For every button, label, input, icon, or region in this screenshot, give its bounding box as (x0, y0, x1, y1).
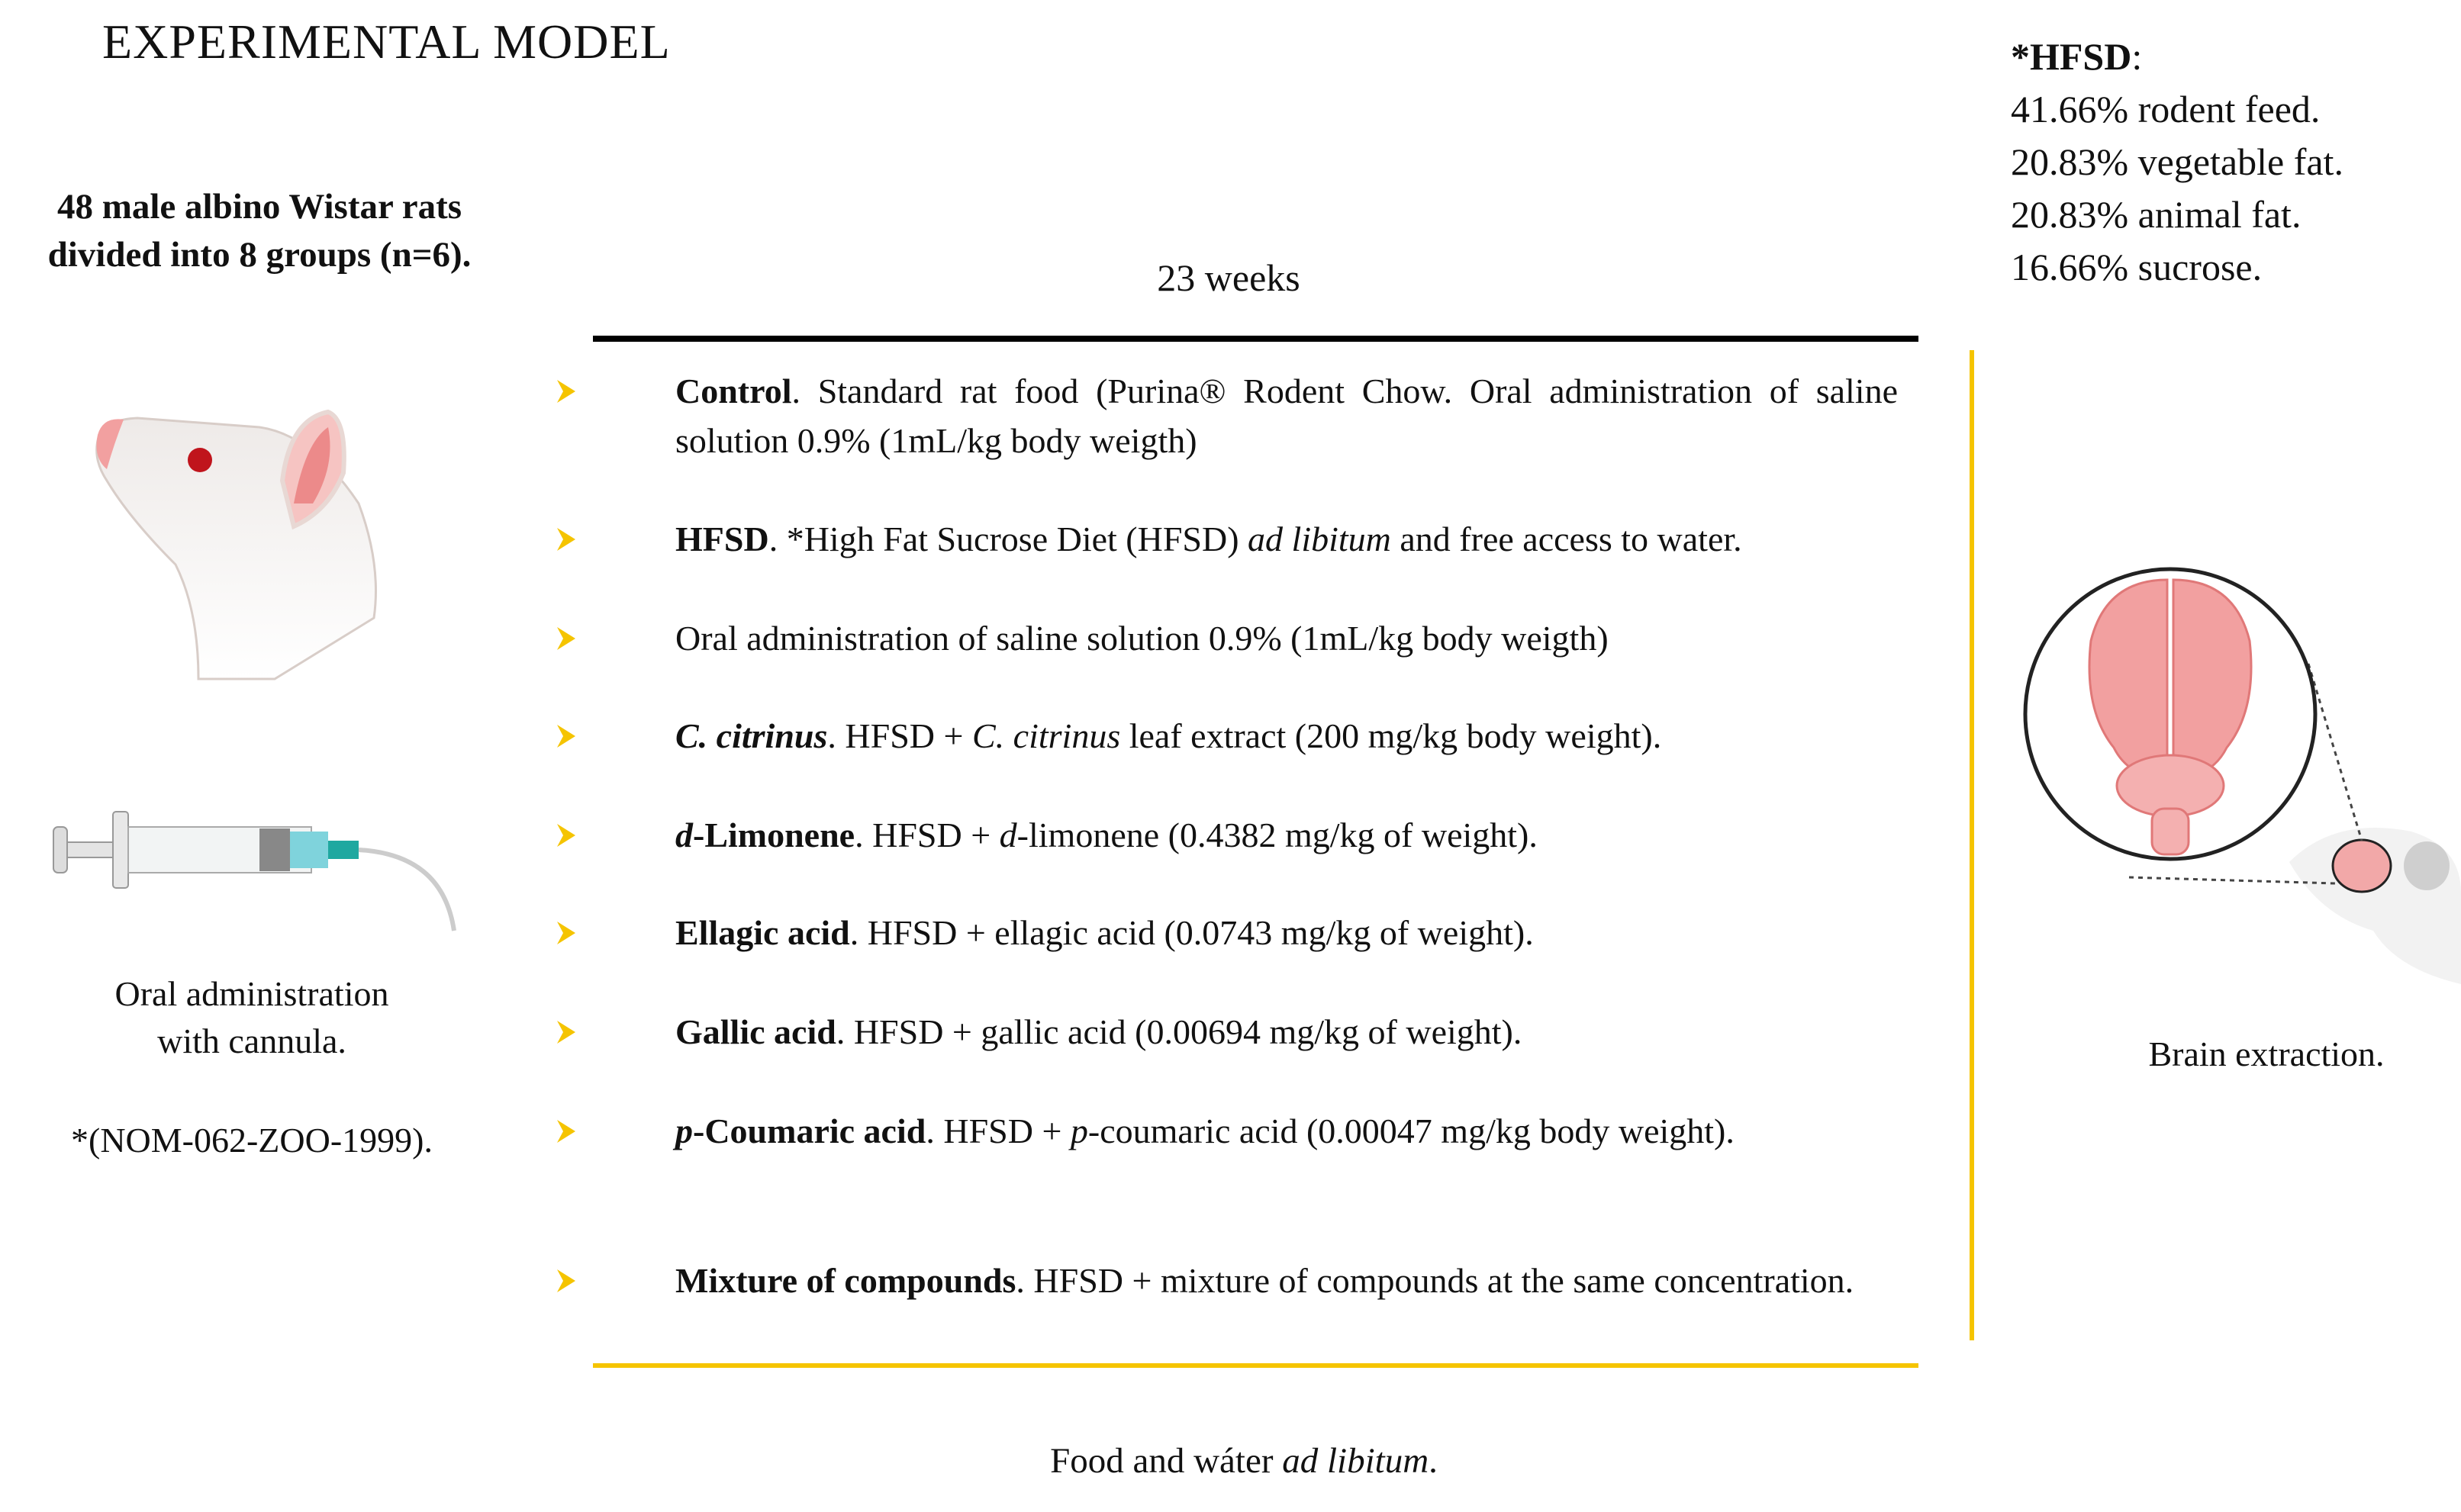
group-description: . HFSD + ellagic acid (0.0743 mg/kg of weight). (849, 913, 1534, 952)
diagram-title: EXPERIMENTAL MODEL (102, 14, 671, 69)
bullet-arrow-icon (556, 1118, 577, 1144)
group-description: leaf extract (200 mg/kg body weight). (1120, 716, 1662, 755)
bottom-divider (593, 1363, 1918, 1368)
bullet-arrow-icon (556, 920, 577, 946)
hfsd-item: 20.83% vegetable fat. (2011, 140, 2343, 183)
group-description: . *High Fat Sucrose Diet (HFSD) (768, 520, 1248, 558)
group-description: -limonene (0.4382 mg/kg of weight). (1016, 816, 1538, 854)
group-item (675, 908, 1898, 957)
group-item (675, 711, 1898, 761)
subjects-line-1: 48 male albino Wistar rats (56, 187, 462, 227)
group-description: . Standard rat food (Purina® Rodent Chow. Oral administration of saline solution 0.9% (1mL/kg body weigth) (675, 372, 1898, 460)
group-name: Gallic acid (675, 1012, 836, 1051)
group-item (675, 810, 1898, 860)
group-description: and free access to water. (1390, 520, 1742, 558)
hfsd-composition (2011, 31, 2343, 294)
brain-extraction-label: Brain extraction. (2148, 1034, 2385, 1073)
footer-note (916, 1440, 1572, 1481)
group-description: Oral administration of saline solution 0.9% (1mL/kg body weigth) (675, 619, 1609, 658)
group-description: -coumaric acid (0.00047 mg/kg body weight). (1087, 1111, 1735, 1150)
bullet-arrow-icon (556, 526, 577, 552)
hfsd-heading-label: *HFSD (2011, 35, 2132, 78)
group-item (675, 1007, 1898, 1057)
group-description: p (1070, 1111, 1088, 1150)
eye-icon (188, 448, 212, 472)
norm-reference: *(NOM-062-ZOO-1999). (71, 1121, 433, 1160)
hfsd-item: 20.83% animal fat. (2011, 193, 2302, 236)
bullet-arrow-icon (556, 723, 577, 749)
bullet-arrow-icon (556, 378, 577, 404)
duration-label: 23 weeks (1157, 256, 1300, 299)
group-name: d (675, 816, 693, 854)
group-item (675, 366, 1898, 465)
group-description: . HFSD + mixture of compounds at the same concentration. (1016, 1261, 1854, 1300)
group-item (675, 613, 1898, 663)
group-description: . HFSD + gallic acid (0.00694 mg/kg of weight). (836, 1012, 1522, 1051)
footer-end: . (1429, 1441, 1438, 1481)
group-description: . HFSD + (926, 1111, 1071, 1150)
brain-extraction-illustration (2015, 557, 2461, 984)
hfsd-item: 16.66% sucrose. (2011, 246, 2263, 288)
group-name: Mixture of compounds (675, 1261, 1016, 1300)
bullet-arrow-icon (556, 626, 577, 651)
syringe-icon (46, 793, 473, 938)
group-item (675, 1106, 1898, 1156)
group-name: Control (675, 372, 792, 410)
group-name: Ellagic acid (675, 913, 850, 952)
footer-italic: ad libitum (1282, 1441, 1429, 1481)
group-name: HFSD (675, 520, 769, 558)
subjects-description (15, 183, 504, 279)
group-name: -Limonene (693, 816, 855, 854)
administration-caption (15, 970, 488, 1065)
footer-text: Food and wáter (1050, 1441, 1283, 1481)
hfsd-heading (2011, 31, 2343, 83)
group-name: p (675, 1111, 693, 1150)
group-description: C. citrinus (971, 716, 1121, 755)
timeline-bar (593, 336, 1918, 342)
group-description: . HFSD + (855, 816, 1000, 854)
hfsd-item: 41.66% rodent feed. (2011, 88, 2321, 130)
subjects-line-2: divided into 8 groups (n=6). (47, 235, 472, 275)
administration-line-2: with cannula. (157, 1021, 346, 1060)
group-item (675, 514, 1898, 564)
hfsd-colon: : (2131, 35, 2143, 78)
group-description: . HFSD + (827, 716, 972, 755)
bullet-arrow-icon (556, 1268, 577, 1294)
bullet-arrow-icon (556, 822, 577, 848)
group-description: d (999, 816, 1017, 854)
bullet-arrow-icon (556, 1019, 577, 1045)
rat-head-illustration (84, 366, 404, 687)
vertical-divider (1970, 350, 1974, 1340)
group-name: C. citrinus (675, 716, 828, 755)
administration-line-1: Oral administration (114, 974, 389, 1013)
group-description: ad libitum (1248, 520, 1391, 558)
group-item (675, 1256, 1898, 1305)
group-name: -Coumaric acid (693, 1111, 926, 1150)
